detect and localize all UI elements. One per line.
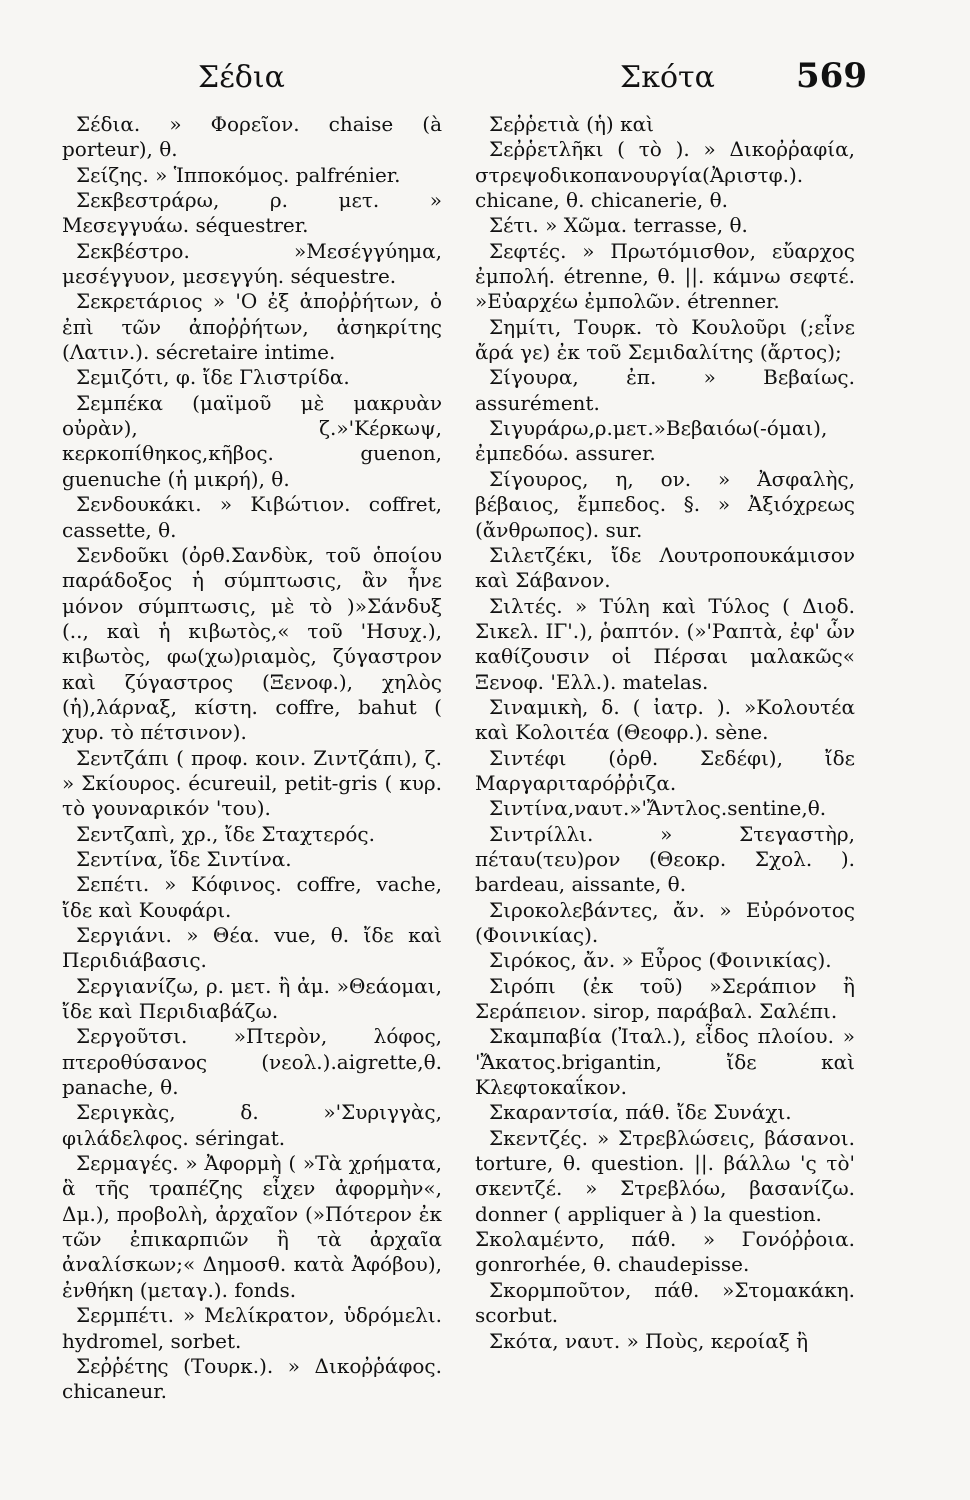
dictionary-entry: Σεμιζότι, φ. ἴδε Γλιστρίδα. [76, 365, 350, 390]
page-header [0, 52, 970, 102]
dictionary-entry: Σκότα, ναυτ. » Ποὺς, κεροίαξ ἢ [489, 1328, 809, 1353]
dictionary-entry: Σεφτές. » Πρωτόμισθον, εὔαρχος ἐμπολή. étrenne, θ. ||. κάμνω σεφτέ. »Εὐαρχέω ἐμπολῶν. étrenner. [475, 238, 855, 314]
dictionary-entry: Σιγυράρω,ρ.μετ.»Βεβαιόω(-όμαι), ἐμπεδόω. assurer. [475, 416, 828, 466]
dictionary-entry: Σκαμπαβία (Ἰταλ.), εἶδος πλοίου. » 'Ἄκατος.brigantin, ἴδε καὶ Κλεφτοκαΐκον. [475, 1024, 855, 1100]
dictionary-entry: Σεντζάπι ( προφ. κοιν. Ζιντζάπι), ζ. » Σκίουρος. écureuil, petit-gris ( κυρ. τὸ γουναρικόν 'του). [62, 745, 442, 821]
dictionary-entry: Σερμπέτι. » Μελίκρατον, ὑδρόμελι. hydromel, sorbet. [62, 1303, 442, 1353]
dictionary-entry: Σκεντζές. » Στρεβλώσεις, βάσανοι. torture, θ. question. ||. βάλλω 'ς τὸ' σκεντζέ. » Στρεβλόω, βασανίζω. donner ( appliquer à ) la question. [475, 1125, 855, 1226]
dictionary-entry: Σεριγκὰς, δ. »'Συριγγὰς, φιλάδελφος. séringat. [62, 1100, 442, 1150]
dictionary-entry: Σκορμποῦτον, πάθ. »Στομακάκη. scorbut. [475, 1277, 855, 1328]
dictionary-entry: Σιρόκος, ἄν. » Εὖρος (Φοινικίας). [489, 948, 832, 973]
dictionary-entry: Σιντρίλλι. » Στεγαστὴρ, πέταυ(τευ)ρον (Θεοκρ. Σχολ. ). bardeau, aissante, θ. [475, 821, 855, 897]
dictionary-entry: Σεκβεστράρω, ρ. μετ. » Μεσεγγυάω. séquestrer. [62, 188, 442, 238]
dictionary-entry: Σέδια. » Φορεῖον. chaise (à porteur), θ. [62, 112, 442, 162]
dictionary-entry: Σεῤῥετλῆκι ( τὸ ). » Δικοῤῥαφία, στρεψοδικοπανουργία(Ἀριστφ.). chicane, θ. chicanerie, θ. [475, 137, 855, 213]
dictionary-entry: Σιλετζέκι, ἴδε Λουτροπουκάμισον καὶ Σάβανον. [475, 542, 855, 593]
header-right-guide-word: Σκότα [620, 60, 715, 95]
dictionary-entry: Σεργοῦτσι. »Πτερὸν, λόφος, πτεροθύσανος (νεολ.).aigrette,θ. panache, θ. [62, 1024, 442, 1100]
dictionary-entry: Σκολαμέντο, πάθ. » Γονόῤῥοια. gonrorhée, θ. chaudepisse. [475, 1227, 855, 1277]
dictionary-entry: Σκαραντσία, πάθ. ἴδε Συνάχι. [489, 1100, 792, 1125]
dictionary-entry: Σεμπέκα (μαϊμοῦ μὲ μακρυὰν οὐρὰν), ζ.»'Κέρκωψ, κερκοπίθηκος,κῆβος. guenon, guenuche (ἡ μικρή), θ. [62, 390, 442, 491]
dictionary-entry: Σεντζαπὶ, χρ., ἴδε Σταχτερός. [76, 821, 375, 846]
dictionary-entry: Σημίτι, Τουρκ. τὸ Κουλοῦρι (;εἶνε ἄρά γε) ἐκ τοῦ Σεμιδαλίτης (ἄρτος); [475, 314, 855, 365]
dictionary-entry: Σείζης. » Ἱπποκόμος. palfrénier. [76, 162, 401, 187]
header-left-guide-word: Σέδια [198, 60, 285, 95]
dictionary-entry: Σεργιάνι. » Θέα. vue, θ. ἴδε καὶ Περιδιάβασις. [62, 923, 442, 973]
dictionary-entry: Σίγουρα, ἐπ. » Βεβαίως. assurément. [475, 365, 855, 415]
dictionary-entry: Σεκρετάριος » 'Ο ἐξ ἀποῤῥήτων, ὁ ἐπὶ τῶν ἀποῤῥήτων, ἀσηκρίτης (Λατιν.). sécretaire intime. [62, 289, 442, 365]
dictionary-entry: Σεντίνα, ἴδε Σιντίνα. [76, 846, 292, 871]
right-column [475, 112, 855, 1354]
dictionary-entry: Σίγουρος, η, ον. » Ἀσφαλὴς, βέβαιος, ἔμπεδος. §. » Ἀξιόχρεως (ἄνθρωπος). sur. [475, 466, 855, 542]
dictionary-entry: Σεῤῥέτης (Τουρκ.). » Δικοῤῥάφος. chicaneur. [62, 1353, 442, 1404]
dictionary-entry: Σεκβέστρο. »Μεσέγγύημα, μεσέγγυον, μεσεγγύη. séquestre. [62, 238, 442, 289]
dictionary-entry: Σιντίνα,ναυτ.»'Ἄντλος.sentine,θ. [489, 796, 827, 821]
dictionary-entry: Σιλτές. » Τύλη καὶ Τύλος ( Διοδ. Σικελ. ΙΓ'.), ῥαπτόν. (»'Ραπτὰ, ἐφ' ὧν καθίζουσιν οἱ Πέρσαι μαλακῶς« Ξενοφ. 'Ελλ.). matelas. [475, 593, 855, 694]
dictionary-entry: Σιροκολεβάντες, ἄν. » Εὐρόνοτος (Φοινικίας). [475, 897, 855, 947]
page-number: 569 [796, 56, 867, 96]
dictionary-entry: Σεῤῥετιὰ (ἡ) καὶ [489, 112, 654, 136]
dictionary-entry: Σεπέτι. » Κόφινος. coffre, vache, ἴδε καὶ Κουφάρι. [62, 872, 442, 922]
dictionary-entry: Σέτι. » Χῶμα. terrasse, θ. [489, 213, 748, 238]
dictionary-entry: Σιρόπι (ἐκ τοῦ) »Σεράπιον ἢ Σεράπειον. sirop, παράβαλ. Σαλέπι. [475, 973, 855, 1024]
left-column [62, 112, 442, 1405]
dictionary-entry: Σιναμικὴ, δ. ( ἰατρ. ). »Κολουτέα καὶ Κολοιτέα (Θεοφρ.). sène. [475, 694, 855, 745]
dictionary-entry: Σενδουκάκι. » Κιβώτιον. coffret, cassette, θ. [62, 492, 442, 542]
dictionary-entry: Σενδοῦκι (ὀρθ.Σανδὺκ, τοῦ ὁποίου παράδοξος ἡ σύμπτωσις, ἂν ἦνε μόνον σύμπτωσις, μὲ τὸ )»Σάνδυξ (.., καὶ ἡ κιβωτὸς,« τοῦ 'Ησυχ.), κιβωτὸς, φω(χω)ριαμὸς, ζύγαστρον καὶ ζύγαστρος (Ξενοφ.), χηλὸς (ἡ),λάρναξ, κίστη. coffre, bahut ( χυρ. τὸ πέτσινον). [62, 542, 442, 745]
dictionary-entry: Σεργιανίζω, ρ. μετ. ἢ ἀμ. »Θεάομαι, ἴδε καὶ Περιδιαβάζω. [62, 973, 442, 1024]
dictionary-entry: Σιντέφι (ὀρθ. Σεδέφι), ἴδε Μαργαριταρόῤῥιζα. [475, 745, 855, 795]
dictionary-entry: Σερμαγές. » Ἀφορμὴ ( »Τὰ χρήματα, ἃ τῆς τραπέζης εἶχεν ἀφορμὴν«, Δμ.), προβολὴ, ἀρχαῖον (»Πότερον ἐκ τῶν ἐπικαρπιῶν ἢ τὰ ἀρχαῖα ἀναλίσκων;« Δημοσθ. κατὰ Ἀφόβου), ἐνθήκη (μεταγ.). fonds. [62, 1151, 442, 1302]
